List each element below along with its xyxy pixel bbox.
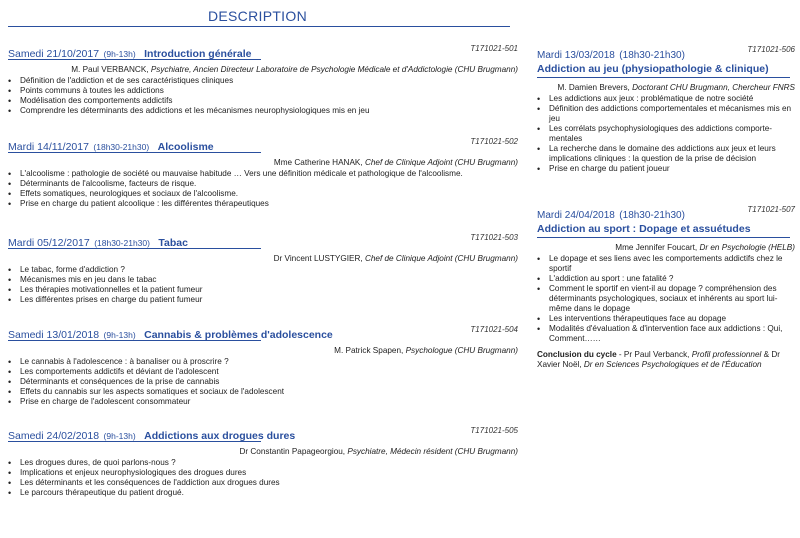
list-item: • Les différentes prises en charge du patient fumeur [8,295,518,305]
list-item: • L'addiction au sport : une fatalité ? [537,274,795,284]
session-speaker [8,447,518,457]
list-item: • Les comportements addictifs et déviant de l'adolescent [8,367,518,377]
session-hours: (9h-13h) [103,330,136,340]
session-date: Mardi 13/03/2018 [537,50,615,61]
session-code: T171021-505 [470,426,518,435]
speaker-name: Mme Catherine HANAK, [273,158,365,167]
session-header [8,325,518,339]
session-divider [537,237,790,238]
list-item: • Les addictions aux jeux : problématique de notre société [537,94,795,104]
session-speaker [8,254,518,264]
list-item: • Le parcours thérapeutique du patient drogué. [8,488,518,498]
list-item: • Comprendre les déterminants des addictions et les mécanismes neurophysiologiques mis en jeu [8,106,518,116]
session-topic: Cannabis & problèmes d'adolescence [144,329,333,341]
session-speaker [8,65,518,75]
session-hours: (9h-13h) [103,431,136,441]
page-title: DESCRIPTION [208,8,307,24]
speaker-role: Psychiatre, Médecin résident (CHU Brugmann) [347,447,518,456]
session-date: Mardi 14/11/2017 [8,141,89,153]
session-topic: Addiction au jeu (physiopathologie & clinique) [537,63,769,75]
session-topic: Alcoolisme [157,141,214,153]
title-divider [8,26,510,27]
session-hours: (18h30-21h30) [619,210,685,221]
list-item: • Prise en charge du patient joueur [537,164,795,174]
cycle-conclusion [537,350,795,370]
session-code: T171021-501 [470,44,518,53]
list-item: • Définition de l'addiction et de ses caractéristiques cliniques [8,76,518,86]
speaker-role: Chef de Clinique Adjoint (CHU Brugmann) [364,158,518,167]
list-item: • Implications et enjeux neurophysiologiques des drogues dures [8,468,518,478]
list-item: • Les drogues dures, de quoi parlons-nous ? [8,458,518,468]
session-hours: (18h30-21h30) [93,142,150,152]
list-item: • Prise en charge du patient alcoolique : les différentes thérapeutiques [8,199,518,209]
session-date: Mardi 24/04/2018 [537,210,615,221]
conclusion-text: & Dr Xavier Noël, [537,350,781,369]
session-504 [8,325,518,407]
list-item: • Effets du cannabis sur les aspects somatiques et sociaux de l'adolescent [8,387,518,397]
conclusion-text: - Pr Paul Verbanck, [616,350,692,359]
list-item: • Modélisation des comportements addictifs [8,96,518,106]
session-code: T171021-506 [747,45,795,54]
list-item: • Le dopage et ses liens avec les comportements addictifs chez le sportif [537,254,795,274]
session-topic: Addictions aux drogues dures [144,430,296,442]
session-speaker [8,158,518,168]
session-date: Samedi 21/10/2017 [8,48,100,60]
speaker-role: Psychiatre, Ancien Directeur Laboratoire de Psychologie Médicale et d'Addictologie (CHU Brugmann) [150,65,518,74]
session-code: T171021-502 [470,137,518,146]
topic-list [8,458,518,498]
session-header [8,233,518,247]
session-header [8,426,518,440]
topic-list [537,254,795,344]
list-item: • Le tabac, forme d'addiction ? [8,265,518,275]
list-item: • La recherche dans le domaine des addictions aux jeux et leurs implications cliniques : la question de la prise de décision [537,144,795,164]
list-item: • Prise en charge de l'adolescent consommateur [8,397,518,407]
speaker-name: Dr Constantin Papageorgiou, [239,447,348,456]
session-date: Samedi 24/02/2018 [8,430,100,442]
speaker-name: Dr Vincent LUSTYGIER, [273,254,365,263]
speaker-role: Doctorant CHU Brugmann, Chercheur FNRS [632,83,795,92]
session-header [537,205,795,236]
list-item: • Déterminants et conséquences de la prise de cannabis [8,377,518,387]
session-506 [537,45,795,174]
session-topic: Tabac [158,237,188,249]
list-item: • Les déterminants et les conséquences de l'addiction aux drogues dures [8,478,518,488]
list-item: • Définition des addictions comportementales et mécanismes mis en jeu [537,104,795,124]
session-speaker [8,346,518,356]
session-topic: Introduction générale [144,48,252,60]
list-item: • Comment le sportif en vient-il au dopage ? compréhension des déterminants psychologiques, sociaux et inhérents au sport lui-même dans le dopage [537,284,795,314]
list-item: • Déterminants de l'alcoolisme, facteurs de risque. [8,179,518,189]
session-speaker [537,243,795,253]
topic-list [8,265,518,305]
session-501 [8,44,518,116]
conclusion-role: Profil professionnel [691,350,762,359]
session-hours: (18h30-21h30) [619,50,685,61]
session-code: T171021-503 [470,233,518,242]
list-item: • Les thérapies motivationnelles et la patient fumeur [8,285,518,295]
speaker-name: M. Patrick Spapen, [334,346,406,355]
session-topic: Addiction au sport : Dopage et assuétudes [537,223,751,235]
speaker-role: Psychologue (CHU Brugmann) [405,346,518,355]
session-502 [8,137,518,209]
topic-list [8,357,518,407]
speaker-role: Chef de Clinique Adjoint (CHU Brugmann) [364,254,518,263]
list-item: • Le cannabis à l'adolescence : à banaliser ou à proscrire ? [8,357,518,367]
session-code: T171021-507 [747,205,795,214]
session-date: Samedi 13/01/2018 [8,329,100,341]
session-header [537,45,795,76]
session-date: Mardi 05/12/2017 [8,237,90,249]
list-item: • Modalités d'évaluation & d'intervention face aux addictions : Qui, Comment…… [537,324,795,344]
list-item: • L'alcoolisme : pathologie de société ou mauvaise habitude … Vers une définition médicale et pathologique de l'alcoolisme. [8,169,518,179]
conclusion-label: Conclusion du cycle [537,350,617,359]
session-507 [537,205,795,370]
speaker-name: Mme Jennifer Foucart, [615,243,700,252]
list-item: • Les interventions thérapeutiques face au dopage [537,314,795,324]
speaker-name: M. Damien Brevers, [557,83,633,92]
session-code: T171021-504 [470,325,518,334]
session-header [8,44,518,58]
list-item: • Points communs à toutes les addictions [8,86,518,96]
session-divider [537,77,790,78]
conclusion-role: Dr en Sciences Psychologiques et de l'Éducation [583,360,762,369]
topic-list [8,76,518,116]
topic-list [8,169,518,209]
list-item: • Effets somatiques, neurologiques et sociaux de l'alcoolisme. [8,189,518,199]
list-item: • Les corrélats psychophysiologiques des addictions comporte-mentales [537,124,795,144]
session-505 [8,426,518,498]
session-hours: (9h-13h) [103,49,136,59]
session-hours: (18h30-21h30) [94,238,150,248]
session-header [8,137,518,151]
session-speaker [537,83,795,93]
session-503 [8,233,518,305]
speaker-role: Dr en Psychologie (HELB) [699,243,795,252]
list-item: • Mécanismes mis en jeu dans le tabac [8,275,518,285]
topic-list [537,94,795,174]
speaker-name: M. Paul VERBANCK, [71,65,151,74]
